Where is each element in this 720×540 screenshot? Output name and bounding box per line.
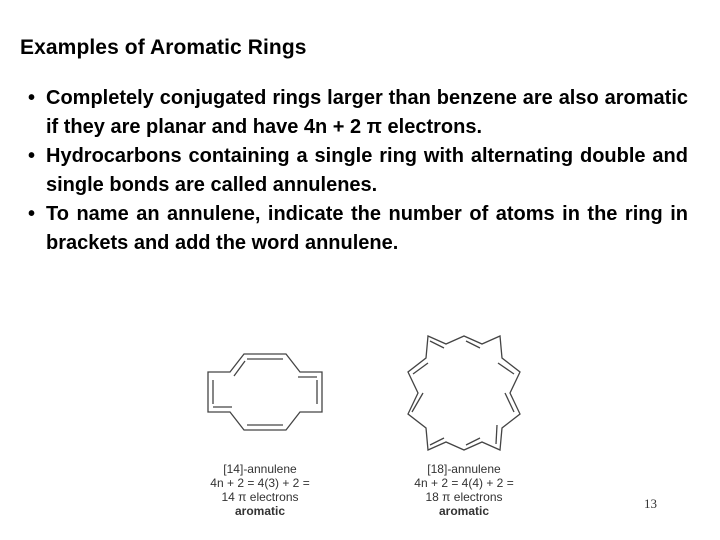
annulene-14-structure bbox=[198, 344, 332, 440]
bullet-marker: • bbox=[28, 145, 36, 167]
bullet-marker: • bbox=[28, 87, 36, 109]
annulene-14-label: aromatic bbox=[234, 504, 286, 518]
bullet-item bbox=[28, 142, 688, 200]
annulene-18-electrons: 18 π electrons bbox=[425, 490, 503, 504]
bullet-text: Completely conjugated rings larger than benzene are also aromatic if they are planar and have 4n + 2 π electrons. bbox=[46, 87, 688, 138]
annulene-18-label: aromatic bbox=[438, 504, 490, 518]
annulene-14-name: [14]-annulene bbox=[223, 462, 297, 476]
bullet-item bbox=[28, 200, 688, 258]
annulene-18-formula: 4n + 2 = 4(4) + 2 = bbox=[414, 476, 514, 490]
bullet-marker: • bbox=[28, 203, 36, 225]
bullet-text: Hydrocarbons containing a single ring with alternating double and single bonds are called annulenes. bbox=[46, 145, 688, 196]
annulene-18-structure bbox=[398, 326, 528, 460]
bullet-text: To name an annulene, indicate the number of atoms in the ring in brackets and add the word annulene. bbox=[46, 203, 688, 254]
slide-title: Examples of Aromatic Rings bbox=[20, 36, 307, 59]
annulene-14-electrons: 14 π electrons bbox=[221, 490, 299, 504]
annulene-18-caption bbox=[402, 462, 526, 518]
page-number: 13 bbox=[644, 496, 657, 511]
bullet-list bbox=[28, 84, 688, 258]
annulene-14-caption bbox=[198, 462, 322, 518]
bullet-item bbox=[28, 84, 688, 142]
annulene-18-name: [18]-annulene bbox=[427, 462, 501, 476]
annulene-14-formula: 4n + 2 = 4(3) + 2 = bbox=[210, 476, 310, 490]
